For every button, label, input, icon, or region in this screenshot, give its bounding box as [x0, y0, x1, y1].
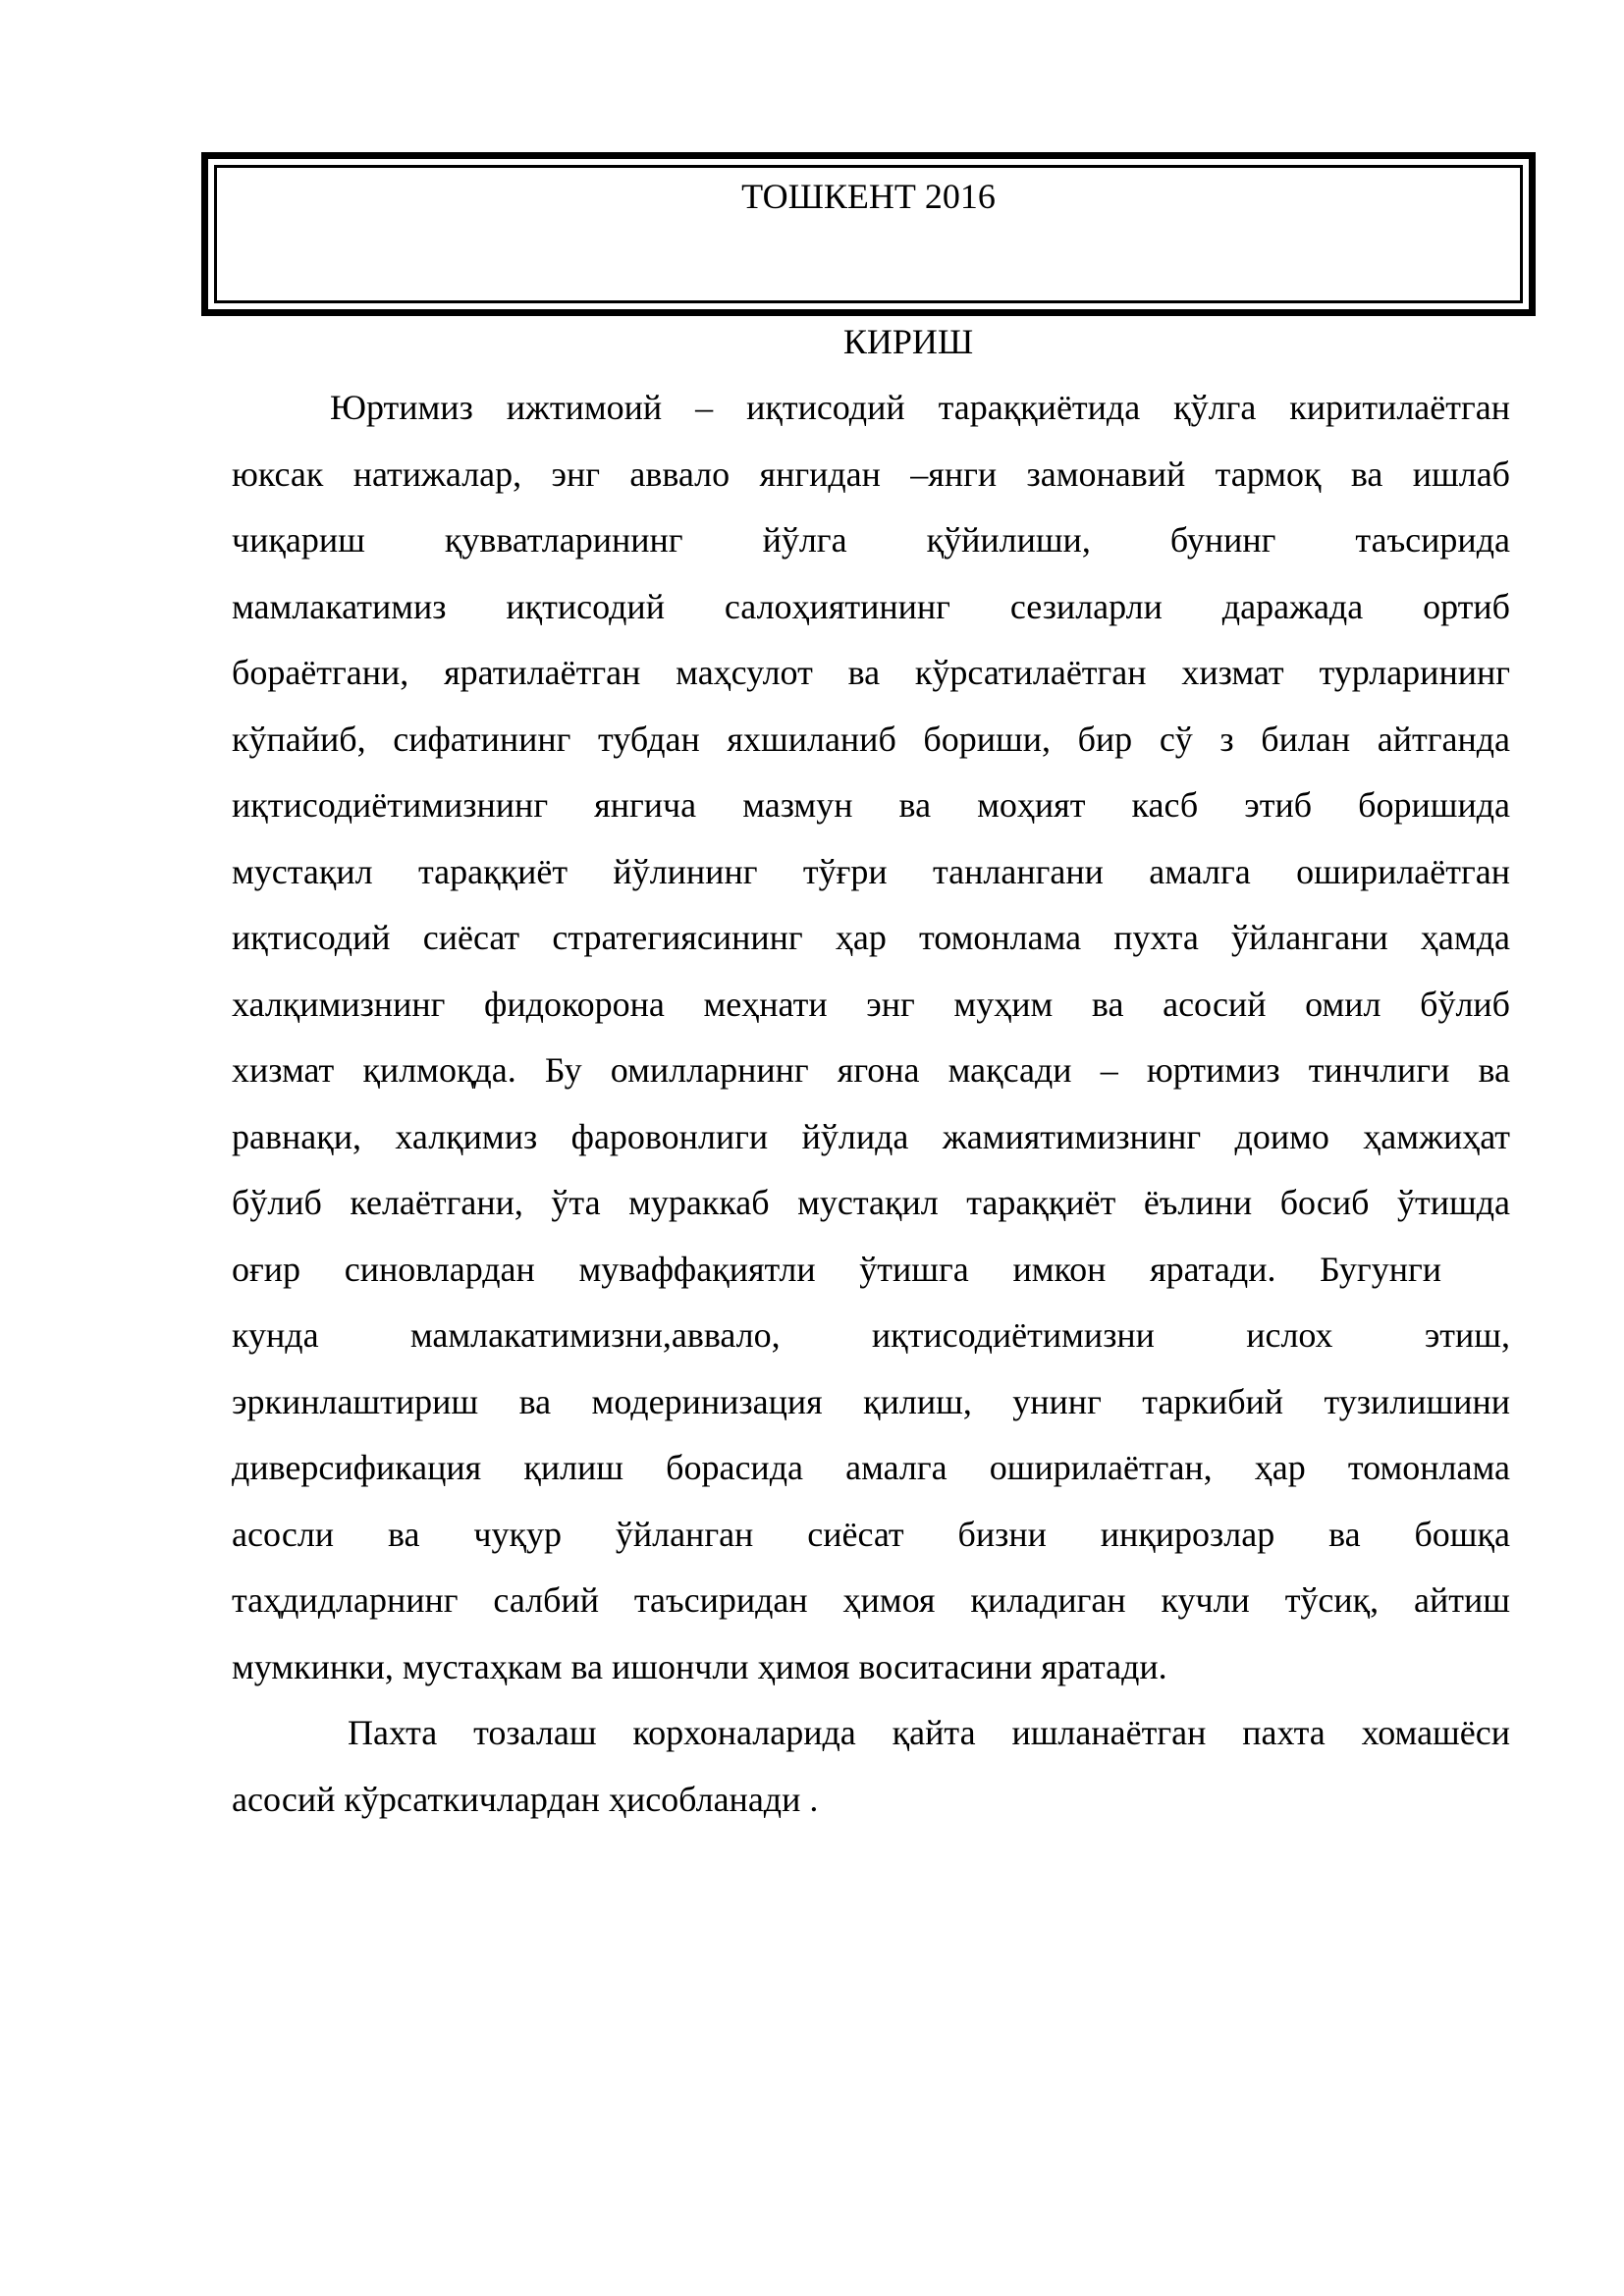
title-frame: [201, 152, 1536, 316]
text-line: оғир синовлардан муваффақиятли ўтишга имкон яратади. Бугунги: [232, 1249, 1441, 1289]
text-line: Юртимиз ижтимоий – иқтисодий тараққиётида қўлга киритилаётган: [330, 388, 1510, 427]
text-line: бораётгани, яратилаётган маҳсулот ва кўрсатилаётган хизмат турларининг: [232, 653, 1510, 692]
text-line: иқтисодий сиёсат стратегиясининг ҳар томонлама пухта ўйлангани ҳамда: [232, 918, 1510, 957]
text-line: мумкинки, мустаҳкам ва ишончли ҳимоя воситасини яратади.: [232, 1646, 1167, 1686]
text-line: кўпайиб, сифатининг тубдан яхшиланиб бориши, бир сў з билан айтганда: [232, 719, 1510, 759]
text-line: бўлиб келаётгани, ўта мураккаб мустақил тараққиёт ёълини босиб ўтишда: [232, 1183, 1510, 1222]
text-line: иқтисодиётимизнинг янгича мазмун ва моҳият касб этиб боришида: [232, 785, 1510, 825]
text-line: мамлакатимиз иқтисодий салоҳиятининг сезиларли даражада ортиб: [232, 586, 1510, 626]
city-year-title: ТОШКЕНТ 2016: [741, 177, 996, 216]
text-line: асосли ва чуқур ўйланган сиёсат бизни инқирозлар ва бошқа: [232, 1514, 1510, 1554]
text-line: юксак натижалар, энг аввало янгидан –янги замонавий тармоқ ва ишлаб: [232, 454, 1510, 494]
text-line: диверсификация қилиш борасида амалга оширилаётган, ҳар томонлама: [232, 1448, 1510, 1487]
text-line: кунда мамлакатимизни,аввало, иқтисодиётимизни ислох этиш,: [232, 1315, 1510, 1355]
text-line: хизмат қилмоқда. Бу омилларнинг ягона мақсади – юртимиз тинчлиги ва: [232, 1050, 1510, 1090]
text-line: эркинлаштириш ва модеринизация қилиш, унинг таркибий тузилишини: [232, 1381, 1510, 1421]
section-heading: КИРИШ: [842, 322, 974, 361]
text-line: чиқариш қувватларининг йўлга қўйилиши, бунинг таъсирида: [232, 520, 1510, 560]
text-line: таҳдидларнинг салбий таъсиридан ҳимоя қиладиган кучли тўсиқ, айтиш: [232, 1580, 1510, 1620]
text-line: Пахта тозалаш корхоналарида қайта ишланаётган пахта хомашёси: [348, 1713, 1510, 1752]
text-line: равнақи, халқимиз фаровонлиги йўлида жамиятимизнинг доимо ҳамжиҳат: [232, 1116, 1510, 1156]
text-line: мустақил тараққиёт йўлининг тўғри танлангани амалга оширилаётган: [232, 851, 1510, 891]
body-text: [232, 375, 1510, 1833]
text-line: асосий кўрсаткичлардан ҳисобланади .: [232, 1779, 819, 1819]
text-line: халқимизнинг фидокорона меҳнати энг муҳим ва асосий омил бўлиб: [232, 984, 1510, 1024]
